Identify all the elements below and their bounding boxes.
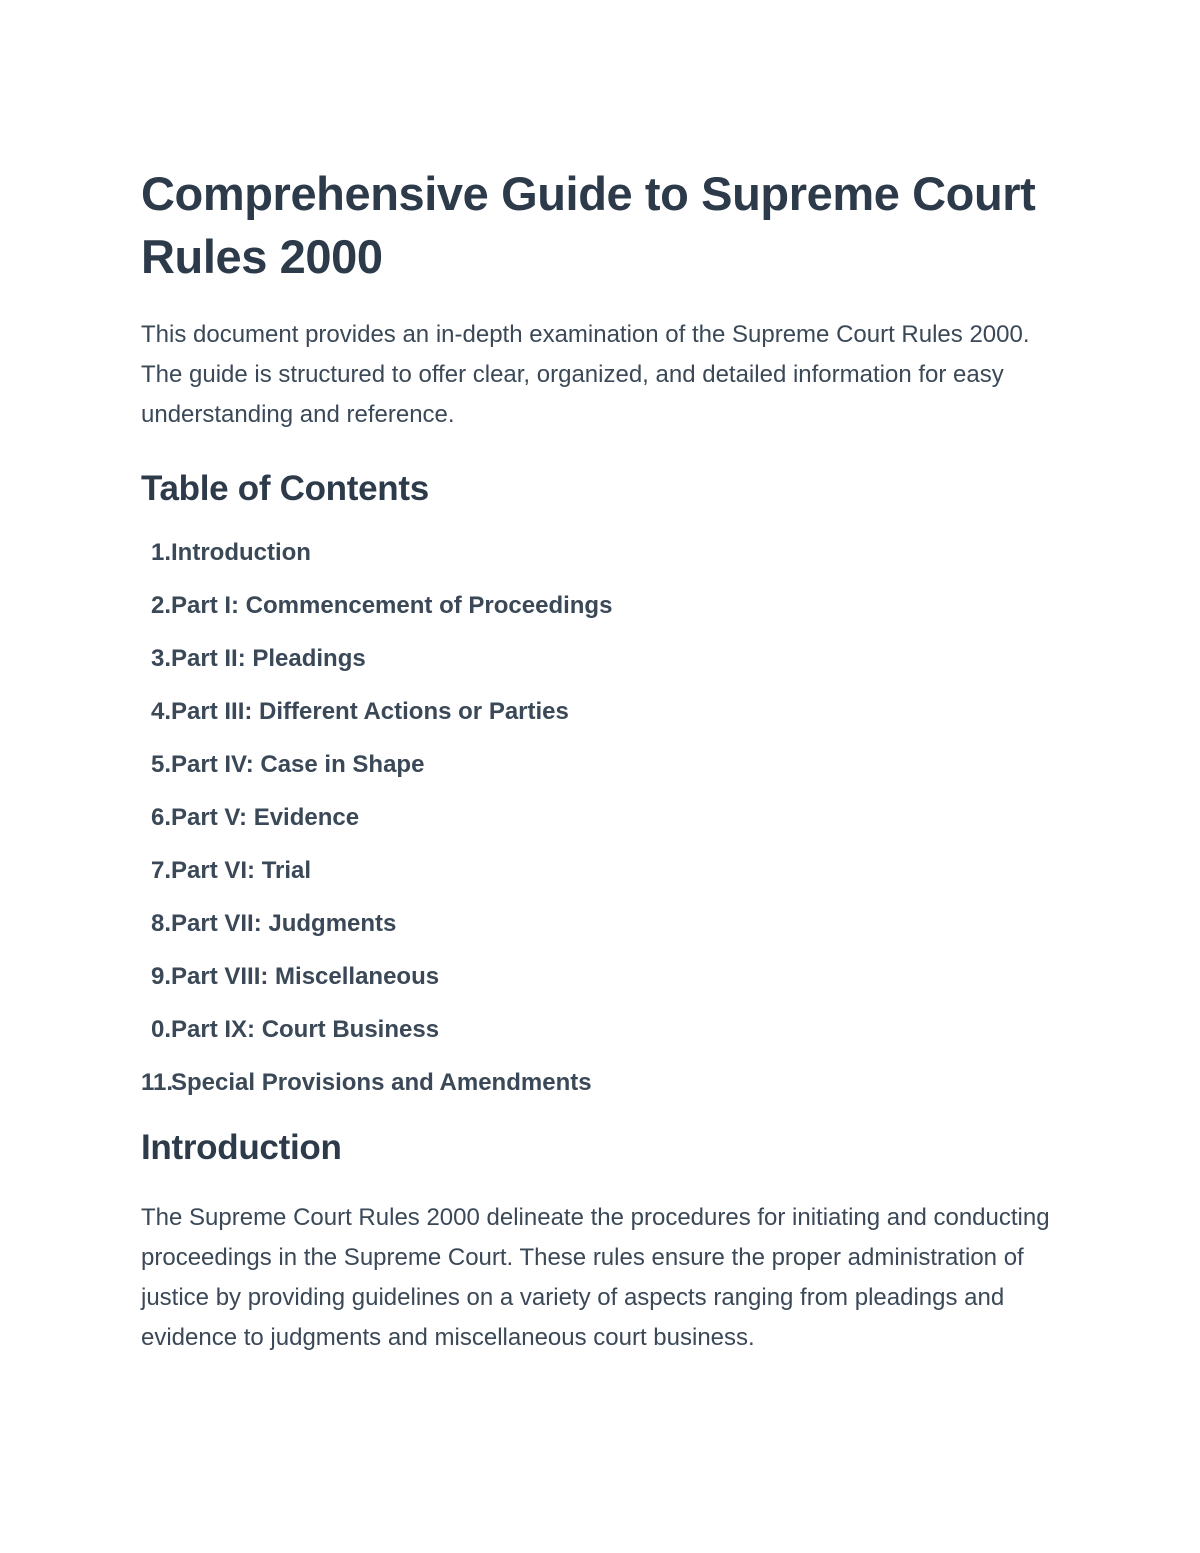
toc-heading: Table of Contents bbox=[141, 469, 429, 508]
toc-item-number: 8. bbox=[150, 910, 171, 937]
toc-item-number: 1. bbox=[150, 539, 171, 566]
toc-item-number: 6. bbox=[150, 804, 171, 831]
toc-item-label[interactable]: Part III: Different Actions or Parties bbox=[171, 698, 569, 725]
toc-item-label[interactable]: Part VIII: Miscellaneous bbox=[171, 963, 440, 990]
introduction-heading: Introduction bbox=[141, 1128, 342, 1167]
table-of-contents bbox=[141, 538, 1071, 1121]
toc-item-part-7[interactable] bbox=[141, 909, 1071, 962]
toc-item-number: 5. bbox=[150, 751, 171, 778]
toc-item-special-provisions[interactable] bbox=[141, 1068, 1071, 1121]
toc-item-part-4[interactable] bbox=[141, 750, 1071, 803]
toc-item-part-6[interactable] bbox=[141, 856, 1071, 909]
toc-item-part-3[interactable] bbox=[141, 697, 1071, 750]
toc-item-label[interactable]: Part VII: Judgments bbox=[171, 910, 397, 937]
toc-item-number: 9. bbox=[150, 963, 171, 990]
toc-item-number: 4. bbox=[150, 698, 171, 725]
toc-item-part-5[interactable] bbox=[141, 803, 1071, 856]
toc-item-label[interactable]: Part IX: Court Business bbox=[171, 1016, 440, 1043]
toc-item-introduction[interactable] bbox=[141, 538, 1071, 591]
document-title: Comprehensive Guide to Supreme Court Rules 2000 bbox=[141, 167, 1036, 283]
toc-item-number: 11. bbox=[141, 1069, 174, 1096]
toc-item-label[interactable]: Introduction bbox=[171, 539, 311, 566]
toc-item-number: 7. bbox=[150, 857, 171, 884]
toc-item-part-8[interactable] bbox=[141, 962, 1071, 1015]
toc-item-part-1[interactable] bbox=[141, 591, 1071, 644]
toc-item-part-9[interactable] bbox=[141, 1015, 1071, 1068]
toc-item-label[interactable]: Part II: Pleadings bbox=[171, 645, 366, 672]
document-intro-paragraph: This document provides an in-depth examination of the Supreme Court Rules 2000. The guide is structured to offer clear, organized, and detailed information for easy understanding and reference. bbox=[141, 321, 1030, 428]
toc-item-label[interactable]: Part IV: Case in Shape bbox=[171, 751, 425, 778]
toc-item-number: 3. bbox=[150, 645, 171, 672]
toc-item-label[interactable]: Special Provisions and Amendments bbox=[171, 1069, 592, 1096]
toc-item-label[interactable]: Part I: Commencement of Proceedings bbox=[171, 592, 613, 619]
toc-item-number: 0. bbox=[150, 1016, 171, 1043]
introduction-paragraph: The Supreme Court Rules 2000 delineate the procedures for initiating and conducting proceedings in the Supreme Court. These rules ensure the proper administration of justice by providing guidelines on a variety of aspects ranging from pleadings and evidence to judgments and miscellaneous court business. bbox=[141, 1204, 1050, 1351]
toc-item-label[interactable]: Part VI: Trial bbox=[171, 857, 312, 884]
toc-item-label[interactable]: Part V: Evidence bbox=[171, 804, 360, 831]
toc-item-number: 2. bbox=[150, 592, 171, 619]
document-page bbox=[141, 162, 1071, 1358]
toc-item-part-2[interactable] bbox=[141, 644, 1071, 697]
